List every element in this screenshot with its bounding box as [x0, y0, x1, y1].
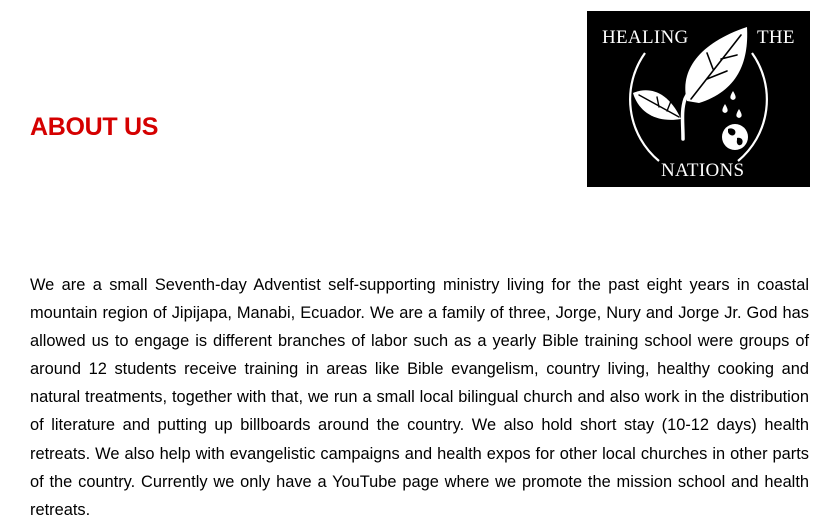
- healing-the-nations-logo: [587, 11, 810, 187]
- logo-word-the: THE: [757, 27, 795, 48]
- water-drop-1: [730, 91, 735, 100]
- about-us-paragraph: We are a small Seventh-day Adventist self-supporting ministry living for the past eight years in coastal mountain region of Jipijapa, Manabi, Ecuador. We are a family of three, Jorge, Nury and Jorge Jr. God has allowed us to engage is different branches of labor such as a yearly Bible training school were groups of around 12 students receive training in areas like Bible evangelism, country living, healthy cooking and natural treatments, together with that, we run a small local bilingual church and also work in the distribution of literature and putting up billboards around the country. We also hold short stay (10-12 days) health retreats. We also help with evangelistic campaigns and health expos for other local churches in other parts of the country. Currently we only have a YouTube page where we promote the mission school and health retreats.: [30, 276, 809, 519]
- logo-graphic: [587, 11, 810, 187]
- globe-icon: [722, 124, 748, 150]
- page-title: ABOUT US: [30, 113, 159, 141]
- logo-word-nations: NATIONS: [661, 160, 745, 181]
- water-drop-3: [736, 109, 741, 118]
- logo-word-healing: HEALING: [602, 27, 689, 48]
- water-drop-2: [722, 104, 727, 113]
